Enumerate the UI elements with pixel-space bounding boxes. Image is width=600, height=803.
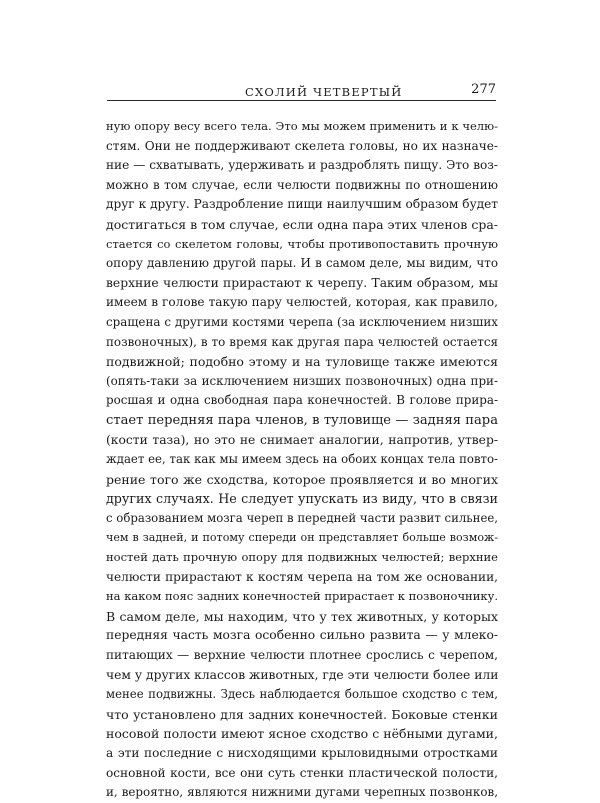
text-line: питающих — верхние челюсти плотнее срослись с черепом, xyxy=(106,648,498,663)
text-line: стям. Они не поддерживают скелета головы, но их назначе- xyxy=(106,138,498,153)
text-line: подвижной; подобно этому и на туловище также имеются xyxy=(106,354,498,370)
running-title: СХОЛИЙ ЧЕТВЕРТЫЙ xyxy=(245,85,403,99)
text-line: носовой полости имеют ясное сходство с нёбными дугами, xyxy=(106,726,498,742)
text-line: росшая и одна свободная пара конечностей. В голове прира- xyxy=(106,393,498,408)
text-line: В самом деле, мы находим, что у тех животных, у которых xyxy=(106,608,498,624)
text-line: основной кости, все они суть стенки пластической полости, xyxy=(106,765,498,780)
text-line: что установлено для задних конечностей. Боковые стенки xyxy=(106,706,498,722)
text-line: (опять-таки за исключением низших позвоночных) одна при- xyxy=(106,373,498,388)
header-rule xyxy=(107,100,496,101)
text-line: достигаться в том случае, если одна пара этих членов сра- xyxy=(106,216,498,232)
text-line: рение того же сходства, которое проявляется и во многих xyxy=(106,471,498,487)
text-line: а эти последние с нисходящими крыловидными отростками xyxy=(106,746,498,760)
text-line: ние — схватывать, удерживать и раздроблять пищу. Это воз- xyxy=(106,158,498,173)
text-line: стает передняя пара членов, в туловище — задняя пара xyxy=(106,412,498,428)
text-line: опору давлению другой пары. И в самом деле, мы видим, что xyxy=(106,256,498,271)
text-line: ждает ее, так как мы имеем здесь на обоих концах тела повто- xyxy=(106,452,498,467)
text-line: чем у других классов животных, где эти челюсти более или xyxy=(106,667,499,682)
page-number: 277 xyxy=(471,82,496,97)
text-line: передняя часть мозга особенно сильно развита — у млеко- xyxy=(106,628,498,643)
text-line: ностей дать прочную опору для подвижных челюстей; верхние xyxy=(106,550,498,565)
text-line: с образованием мозга череп в передней части развит сильнее, xyxy=(106,510,498,525)
text-line: других случаях. Не следует упускать из виду, что в связи xyxy=(106,491,498,507)
text-line: верхние челюсти прирастают к черепу. Таким образом, мы xyxy=(106,275,498,290)
text-line: челюсти прирастают к костям черепа на том же основании, xyxy=(106,569,498,584)
text-line: менее подвижны. Здесь наблюдается большое сходство с тем, xyxy=(106,687,498,702)
body-text xyxy=(106,117,498,803)
text-line: ную опору весу всего тела. Это мы можем применить и к челю- xyxy=(106,119,498,133)
text-line: стается со скелетом головы, чтобы противопоставить прочную xyxy=(106,236,498,251)
text-line: чем в задней, и потому спереди он представляет больше возмож- xyxy=(106,531,498,545)
text-line: друг к другу. Раздробление пищи наилучшим образом будет xyxy=(106,197,498,212)
text-line: позвоночных), в то время как другая пара челюстей остается xyxy=(106,334,498,349)
text-line: имеем в голове такую пару челюстей, которая, как правило, xyxy=(106,295,498,310)
text-line: (кости таза), но это не снимает аналогии, напротив, утвер- xyxy=(106,432,498,447)
text-line: можно в том случае, если челюсти подвижны по отношению xyxy=(106,177,498,192)
text-line: сращена с другими костями черепа (за исключением низших xyxy=(106,314,498,329)
text-line: и, вероятно, являются нижними дугами черепных позвонков, xyxy=(106,785,498,800)
text-line: на каком пояс задних конечностей прирастает к позвоночнику. xyxy=(106,589,498,604)
